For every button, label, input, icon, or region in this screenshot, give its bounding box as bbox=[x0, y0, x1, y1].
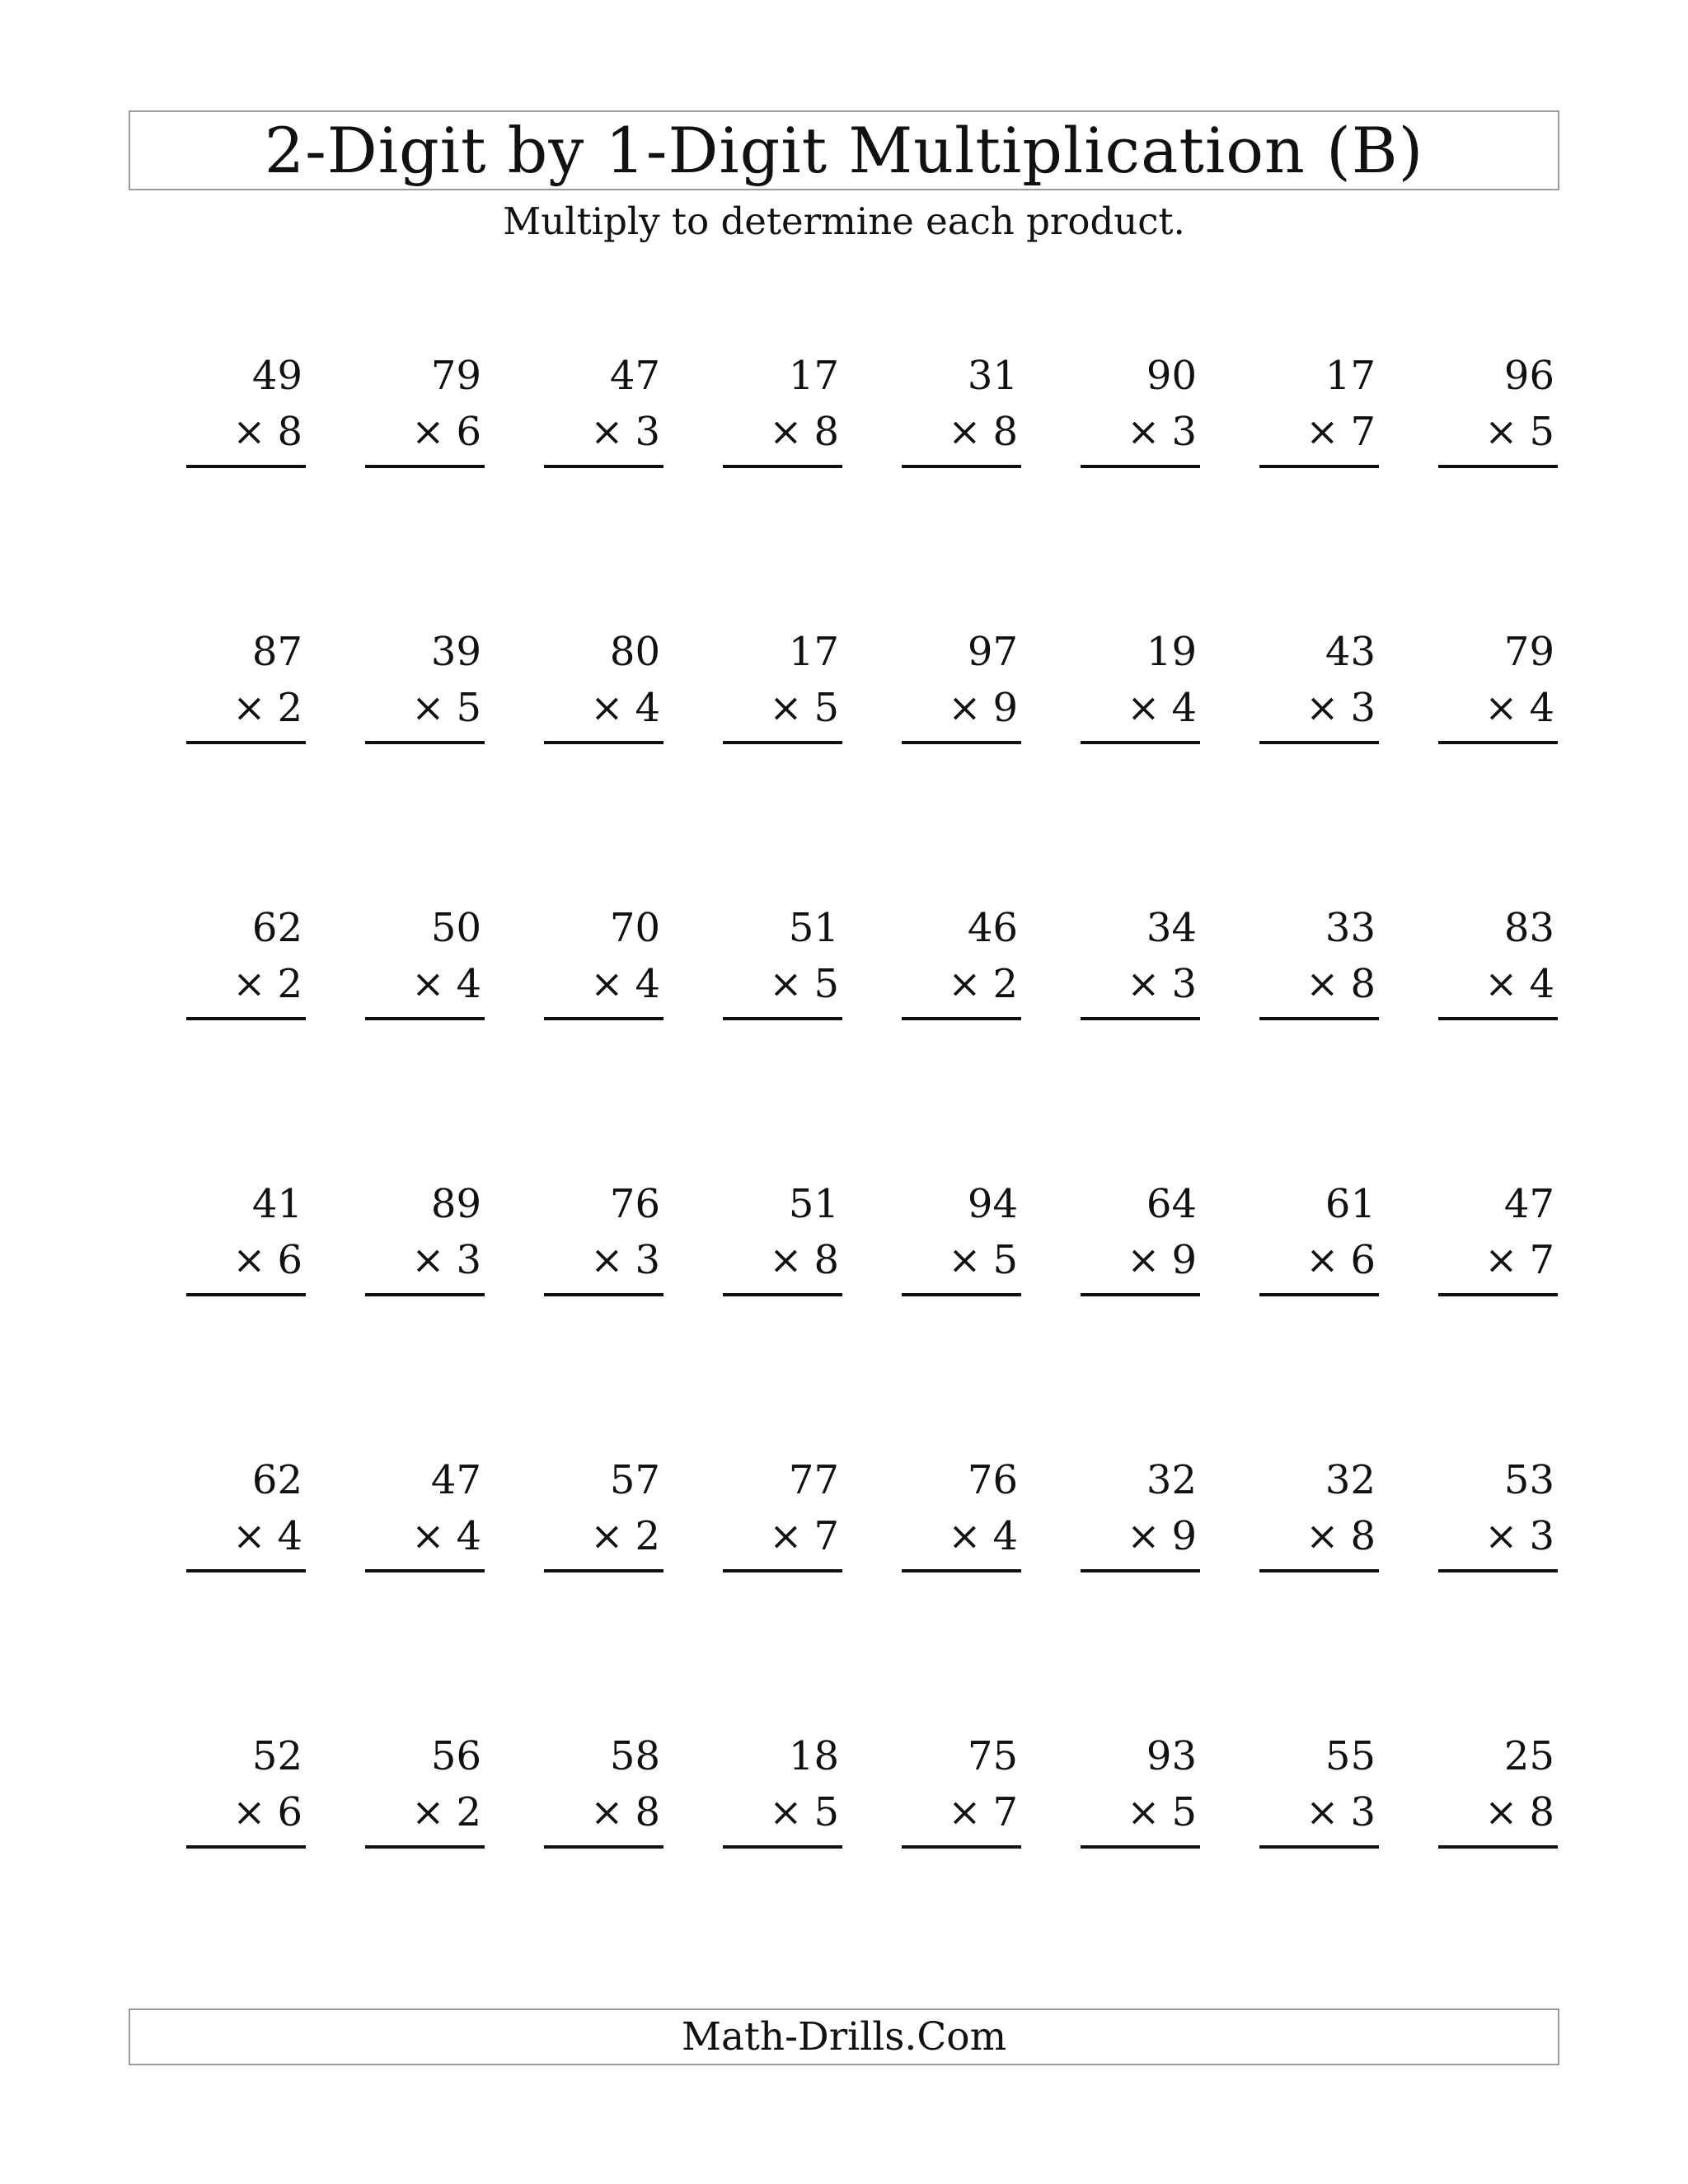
multiplier: 5 bbox=[814, 1789, 839, 1835]
multiplier: 3 bbox=[1350, 685, 1376, 731]
answer-line bbox=[186, 1017, 306, 1020]
multiplier: 8 bbox=[814, 409, 839, 455]
multiplier-line bbox=[411, 685, 481, 731]
multiplicand: 62 bbox=[251, 905, 302, 951]
multiplicand: 94 bbox=[967, 1181, 1018, 1227]
multiplication-problem bbox=[186, 629, 306, 797]
times-sign: × bbox=[232, 409, 266, 455]
multiplicand: 53 bbox=[1503, 1457, 1554, 1503]
multiplicand: 61 bbox=[1325, 1181, 1376, 1227]
multiplication-problem bbox=[1259, 353, 1379, 521]
multiplicand: 87 bbox=[251, 629, 302, 675]
multiplier-line bbox=[1306, 1789, 1376, 1835]
multiplication-problem bbox=[1081, 905, 1200, 1073]
multiplier-line bbox=[1127, 961, 1197, 1007]
multiplicand: 76 bbox=[967, 1457, 1018, 1503]
times-sign: × bbox=[1306, 1789, 1339, 1835]
answer-line bbox=[1259, 741, 1379, 744]
multiplicand: 55 bbox=[1325, 1733, 1376, 1779]
multiplier: 2 bbox=[277, 685, 302, 731]
times-sign: × bbox=[590, 1789, 624, 1835]
multiplication-problem bbox=[365, 905, 485, 1073]
multiplier-line bbox=[1127, 1513, 1197, 1559]
multiplier-line bbox=[769, 961, 839, 1007]
multiplicand: 33 bbox=[1325, 905, 1376, 951]
multiplier-line bbox=[1484, 1789, 1554, 1835]
answer-line bbox=[365, 741, 485, 744]
multiplier: 7 bbox=[814, 1513, 839, 1559]
multiplier-line bbox=[1127, 685, 1197, 731]
times-sign: × bbox=[590, 1237, 624, 1283]
times-sign: × bbox=[1484, 1789, 1518, 1835]
multiplier: 5 bbox=[1171, 1789, 1197, 1835]
answer-line bbox=[1438, 1569, 1558, 1572]
multiplier-line bbox=[232, 685, 302, 731]
times-sign: × bbox=[411, 1789, 445, 1835]
problem-grid bbox=[186, 353, 1558, 1901]
multiplicand: 46 bbox=[967, 905, 1018, 951]
times-sign: × bbox=[232, 1513, 266, 1559]
answer-line bbox=[365, 1569, 485, 1572]
multiplication-problem bbox=[902, 1181, 1021, 1349]
multiplication-problem bbox=[723, 905, 842, 1073]
multiplier-line bbox=[232, 1513, 302, 1559]
multiplication-problem bbox=[365, 1457, 485, 1625]
multiplication-problem bbox=[723, 629, 842, 797]
times-sign: × bbox=[411, 1513, 445, 1559]
answer-line bbox=[902, 465, 1021, 468]
multiplier-line bbox=[1484, 409, 1554, 455]
footer-box bbox=[129, 2008, 1559, 2065]
multiplicand: 52 bbox=[251, 1733, 302, 1779]
multiplier-line bbox=[590, 1237, 660, 1283]
answer-line bbox=[1259, 1293, 1379, 1296]
multiplier: 6 bbox=[456, 409, 481, 455]
multiplicand: 18 bbox=[788, 1733, 839, 1779]
multiplicand: 77 bbox=[788, 1457, 839, 1503]
multiplicand: 50 bbox=[430, 905, 481, 951]
multiplier: 7 bbox=[1529, 1237, 1554, 1283]
multiplication-problem bbox=[1081, 629, 1200, 797]
multiplier-line bbox=[1127, 1237, 1197, 1283]
times-sign: × bbox=[1306, 1513, 1339, 1559]
multiplier-line bbox=[948, 1789, 1018, 1835]
multiplier-line bbox=[232, 409, 302, 455]
multiplier: 5 bbox=[814, 961, 839, 1007]
times-sign: × bbox=[1127, 1789, 1160, 1835]
times-sign: × bbox=[948, 1237, 982, 1283]
multiplier-line bbox=[1306, 961, 1376, 1007]
multiplicand: 96 bbox=[1503, 353, 1554, 399]
multiplier-line bbox=[232, 1237, 302, 1283]
answer-line bbox=[544, 741, 663, 744]
multiplier-line bbox=[1484, 961, 1554, 1007]
multiplier-line bbox=[232, 1789, 302, 1835]
multiplicand: 17 bbox=[1325, 353, 1376, 399]
multiplicand: 76 bbox=[609, 1181, 660, 1227]
answer-line bbox=[1438, 1293, 1558, 1296]
multiplication-problem bbox=[1081, 1457, 1200, 1625]
multiplier: 8 bbox=[814, 1237, 839, 1283]
multiplier: 3 bbox=[456, 1237, 481, 1283]
multiplier: 4 bbox=[1529, 685, 1554, 731]
multiplication-problem bbox=[723, 1181, 842, 1349]
multiplier-line bbox=[1306, 409, 1376, 455]
multiplication-problem bbox=[544, 905, 663, 1073]
times-sign: × bbox=[769, 1237, 803, 1283]
answer-line bbox=[365, 1845, 485, 1849]
multiplier-line bbox=[769, 409, 839, 455]
times-sign: × bbox=[1127, 409, 1160, 455]
multiplication-problem bbox=[1259, 905, 1379, 1073]
answer-line bbox=[1081, 465, 1200, 468]
multiplier: 8 bbox=[992, 409, 1018, 455]
answer-line bbox=[544, 1293, 663, 1296]
multiplication-problem bbox=[544, 629, 663, 797]
answer-line bbox=[1259, 465, 1379, 468]
multiplication-problem bbox=[365, 1733, 485, 1901]
times-sign: × bbox=[1484, 961, 1518, 1007]
multiplier-line bbox=[769, 1237, 839, 1283]
multiplication-problem bbox=[902, 905, 1021, 1073]
times-sign: × bbox=[1484, 1237, 1518, 1283]
instructions: Multiply to determine each product. bbox=[503, 199, 1185, 243]
multiplier: 4 bbox=[1171, 685, 1197, 731]
multiplier-line bbox=[1127, 1789, 1197, 1835]
multiplier-line bbox=[948, 961, 1018, 1007]
multiplicand: 80 bbox=[609, 629, 660, 675]
multiplier: 5 bbox=[1529, 409, 1554, 455]
times-sign: × bbox=[590, 1513, 624, 1559]
multiplicand: 39 bbox=[430, 629, 481, 675]
multiplication-problem bbox=[1259, 1181, 1379, 1349]
answer-line bbox=[723, 465, 842, 468]
multiplier: 6 bbox=[277, 1237, 302, 1283]
multiplier: 5 bbox=[814, 685, 839, 731]
multiplication-problem bbox=[902, 1457, 1021, 1625]
times-sign: × bbox=[948, 961, 982, 1007]
multiplicand: 51 bbox=[788, 905, 839, 951]
multiplier-line bbox=[411, 409, 481, 455]
multiplier: 3 bbox=[1529, 1513, 1554, 1559]
multiplier: 9 bbox=[1171, 1237, 1197, 1283]
multiplicand: 41 bbox=[251, 1181, 302, 1227]
multiplier-line bbox=[411, 961, 481, 1007]
times-sign: × bbox=[1484, 1513, 1518, 1559]
answer-line bbox=[365, 465, 485, 468]
multiplier: 6 bbox=[277, 1789, 302, 1835]
times-sign: × bbox=[948, 685, 982, 731]
multiplier: 4 bbox=[1529, 961, 1554, 1007]
multiplication-problem bbox=[723, 1457, 842, 1625]
multiplication-problem bbox=[186, 1457, 306, 1625]
times-sign: × bbox=[769, 1789, 803, 1835]
multiplicand: 58 bbox=[609, 1733, 660, 1779]
multiplier: 4 bbox=[456, 1513, 481, 1559]
times-sign: × bbox=[948, 409, 982, 455]
multiplier: 8 bbox=[1350, 961, 1376, 1007]
answer-line bbox=[723, 1017, 842, 1020]
multiplier-line bbox=[1484, 1513, 1554, 1559]
times-sign: × bbox=[1306, 409, 1339, 455]
multiplication-problem bbox=[365, 629, 485, 797]
answer-line bbox=[544, 1845, 663, 1849]
multiplication-problem bbox=[365, 1181, 485, 1349]
times-sign: × bbox=[1484, 409, 1518, 455]
multiplier: 4 bbox=[635, 961, 660, 1007]
answer-line bbox=[1081, 1569, 1200, 1572]
multiplier: 4 bbox=[635, 685, 660, 731]
answer-line bbox=[1438, 741, 1558, 744]
multiplier-line bbox=[590, 1789, 660, 1835]
multiplier-line bbox=[590, 961, 660, 1007]
times-sign: × bbox=[590, 685, 624, 731]
multiplier: 2 bbox=[635, 1513, 660, 1559]
multiplicand: 25 bbox=[1503, 1733, 1554, 1779]
answer-line bbox=[902, 741, 1021, 744]
answer-line bbox=[186, 1569, 306, 1572]
page-title: 2-Digit by 1-Digit Multiplication (B) bbox=[264, 113, 1424, 187]
multiplier: 8 bbox=[277, 409, 302, 455]
multiplicand: 32 bbox=[1146, 1457, 1197, 1503]
multiplication-problem bbox=[902, 629, 1021, 797]
multiplier-line bbox=[411, 1513, 481, 1559]
title-box bbox=[129, 110, 1559, 190]
times-sign: × bbox=[1306, 961, 1339, 1007]
answer-line bbox=[723, 1293, 842, 1296]
multiplicand: 79 bbox=[430, 353, 481, 399]
times-sign: × bbox=[1127, 1513, 1160, 1559]
times-sign: × bbox=[1484, 685, 1518, 731]
multiplicand: 17 bbox=[788, 353, 839, 399]
multiplier: 6 bbox=[1350, 1237, 1376, 1283]
answer-line bbox=[1081, 741, 1200, 744]
times-sign: × bbox=[411, 961, 445, 1007]
multiplier: 8 bbox=[1350, 1513, 1376, 1559]
multiplicand: 56 bbox=[430, 1733, 481, 1779]
multiplication-problem bbox=[723, 353, 842, 521]
multiplication-problem bbox=[186, 353, 306, 521]
multiplication-problem bbox=[186, 1733, 306, 1901]
multiplier-line bbox=[232, 961, 302, 1007]
multiplier-line bbox=[948, 409, 1018, 455]
multiplication-problem bbox=[1259, 629, 1379, 797]
multiplicand: 93 bbox=[1146, 1733, 1197, 1779]
answer-line bbox=[902, 1569, 1021, 1572]
multiplication-problem bbox=[902, 1733, 1021, 1901]
times-sign: × bbox=[411, 409, 445, 455]
multiplicand: 79 bbox=[1503, 629, 1554, 675]
answer-line bbox=[902, 1293, 1021, 1296]
multiplication-problem bbox=[1259, 1457, 1379, 1625]
multiplicand: 89 bbox=[430, 1181, 481, 1227]
answer-line bbox=[723, 1569, 842, 1572]
multiplier: 5 bbox=[456, 685, 481, 731]
multiplication-problem bbox=[1438, 1733, 1558, 1901]
times-sign: × bbox=[232, 1237, 266, 1283]
multiplication-problem bbox=[1438, 353, 1558, 521]
multiplier-line bbox=[1306, 1513, 1376, 1559]
multiplicand: 32 bbox=[1325, 1457, 1376, 1503]
answer-line bbox=[1259, 1017, 1379, 1020]
times-sign: × bbox=[948, 1789, 982, 1835]
multiplier-line bbox=[1306, 1237, 1376, 1283]
answer-line bbox=[544, 1569, 663, 1572]
multiplicand: 62 bbox=[251, 1457, 302, 1503]
multiplication-problem bbox=[1259, 1733, 1379, 1901]
multiplication-problem bbox=[1438, 1457, 1558, 1625]
multiplicand: 57 bbox=[609, 1457, 660, 1503]
multiplicand: 47 bbox=[430, 1457, 481, 1503]
multiplier: 3 bbox=[1171, 409, 1197, 455]
multiplier: 3 bbox=[635, 409, 660, 455]
multiplier-line bbox=[769, 685, 839, 731]
multiplier: 8 bbox=[1529, 1789, 1554, 1835]
answer-line bbox=[186, 1293, 306, 1296]
multiplicand: 97 bbox=[967, 629, 1018, 675]
multiplicand: 90 bbox=[1146, 353, 1197, 399]
multiplier-line bbox=[769, 1789, 839, 1835]
multiplier-line bbox=[411, 1237, 481, 1283]
multiplier: 2 bbox=[456, 1789, 481, 1835]
answer-line bbox=[365, 1017, 485, 1020]
multiplicand: 70 bbox=[609, 905, 660, 951]
answer-line bbox=[1259, 1569, 1379, 1572]
multiplier: 3 bbox=[1171, 961, 1197, 1007]
multiplier: 3 bbox=[1350, 1789, 1376, 1835]
answer-line bbox=[186, 1845, 306, 1849]
multiplication-problem bbox=[902, 353, 1021, 521]
multiplier: 4 bbox=[277, 1513, 302, 1559]
multiplier-line bbox=[948, 685, 1018, 731]
multiplicand: 75 bbox=[967, 1733, 1018, 1779]
multiplier-line bbox=[590, 685, 660, 731]
multiplier: 2 bbox=[277, 961, 302, 1007]
times-sign: × bbox=[232, 685, 266, 731]
times-sign: × bbox=[769, 409, 803, 455]
multiplier: 7 bbox=[992, 1789, 1018, 1835]
multiplier-line bbox=[1484, 1237, 1554, 1283]
multiplication-problem bbox=[365, 353, 485, 521]
footer-site-name: Math-Drills.Com bbox=[681, 2014, 1007, 2060]
multiplier: 2 bbox=[992, 961, 1018, 1007]
times-sign: × bbox=[411, 685, 445, 731]
multiplicand: 34 bbox=[1146, 905, 1197, 951]
answer-line bbox=[723, 741, 842, 744]
times-sign: × bbox=[948, 1513, 982, 1559]
times-sign: × bbox=[590, 409, 624, 455]
answer-line bbox=[902, 1845, 1021, 1849]
multiplicand: 47 bbox=[1503, 1181, 1554, 1227]
multiplication-problem bbox=[186, 905, 306, 1073]
multiplier-line bbox=[1306, 685, 1376, 731]
times-sign: × bbox=[1127, 1237, 1160, 1283]
multiplier: 4 bbox=[456, 961, 481, 1007]
multiplier-line bbox=[1127, 409, 1197, 455]
multiplicand: 83 bbox=[1503, 905, 1554, 951]
times-sign: × bbox=[769, 961, 803, 1007]
multiplier-line bbox=[1484, 685, 1554, 731]
multiplication-problem bbox=[1081, 1181, 1200, 1349]
multiplier: 8 bbox=[635, 1789, 660, 1835]
multiplication-problem bbox=[544, 1457, 663, 1625]
answer-line bbox=[1081, 1845, 1200, 1849]
multiplier: 4 bbox=[992, 1513, 1018, 1559]
multiplicand: 17 bbox=[788, 629, 839, 675]
answer-line bbox=[1438, 465, 1558, 468]
times-sign: × bbox=[1127, 961, 1160, 1007]
multiplier: 7 bbox=[1350, 409, 1376, 455]
multiplication-problem bbox=[544, 353, 663, 521]
answer-line bbox=[1081, 1293, 1200, 1296]
multiplicand: 47 bbox=[609, 353, 660, 399]
multiplicand: 64 bbox=[1146, 1181, 1197, 1227]
multiplicand: 51 bbox=[788, 1181, 839, 1227]
multiplication-problem bbox=[544, 1181, 663, 1349]
multiplication-problem bbox=[1438, 1181, 1558, 1349]
multiplier-line bbox=[948, 1513, 1018, 1559]
multiplier-line bbox=[590, 409, 660, 455]
multiplicand: 43 bbox=[1325, 629, 1376, 675]
answer-line bbox=[1259, 1845, 1379, 1849]
multiplier: 9 bbox=[1171, 1513, 1197, 1559]
times-sign: × bbox=[232, 1789, 266, 1835]
times-sign: × bbox=[769, 685, 803, 731]
answer-line bbox=[544, 465, 663, 468]
multiplication-problem bbox=[1438, 905, 1558, 1073]
times-sign: × bbox=[232, 961, 266, 1007]
multiplier-line bbox=[769, 1513, 839, 1559]
multiplier-line bbox=[411, 1789, 481, 1835]
multiplication-problem bbox=[723, 1733, 842, 1901]
times-sign: × bbox=[769, 1513, 803, 1559]
times-sign: × bbox=[411, 1237, 445, 1283]
multiplicand: 49 bbox=[251, 353, 302, 399]
answer-line bbox=[723, 1845, 842, 1849]
answer-line bbox=[365, 1293, 485, 1296]
answer-line bbox=[186, 465, 306, 468]
multiplication-problem bbox=[544, 1733, 663, 1901]
times-sign: × bbox=[1306, 685, 1339, 731]
answer-line bbox=[544, 1017, 663, 1020]
answer-line bbox=[1438, 1017, 1558, 1020]
multiplication-problem bbox=[1438, 629, 1558, 797]
times-sign: × bbox=[590, 961, 624, 1007]
multiplier: 3 bbox=[635, 1237, 660, 1283]
multiplicand: 31 bbox=[967, 353, 1018, 399]
answer-line bbox=[186, 741, 306, 744]
multiplier: 5 bbox=[992, 1237, 1018, 1283]
answer-line bbox=[1438, 1845, 1558, 1849]
times-sign: × bbox=[1127, 685, 1160, 731]
multiplication-problem bbox=[186, 1181, 306, 1349]
multiplier-line bbox=[948, 1237, 1018, 1283]
multiplication-problem bbox=[1081, 353, 1200, 521]
times-sign: × bbox=[1306, 1237, 1339, 1283]
multiplicand: 19 bbox=[1146, 629, 1197, 675]
multiplier: 9 bbox=[992, 685, 1018, 731]
answer-line bbox=[902, 1017, 1021, 1020]
multiplication-problem bbox=[1081, 1733, 1200, 1901]
answer-line bbox=[1081, 1017, 1200, 1020]
multiplier-line bbox=[590, 1513, 660, 1559]
